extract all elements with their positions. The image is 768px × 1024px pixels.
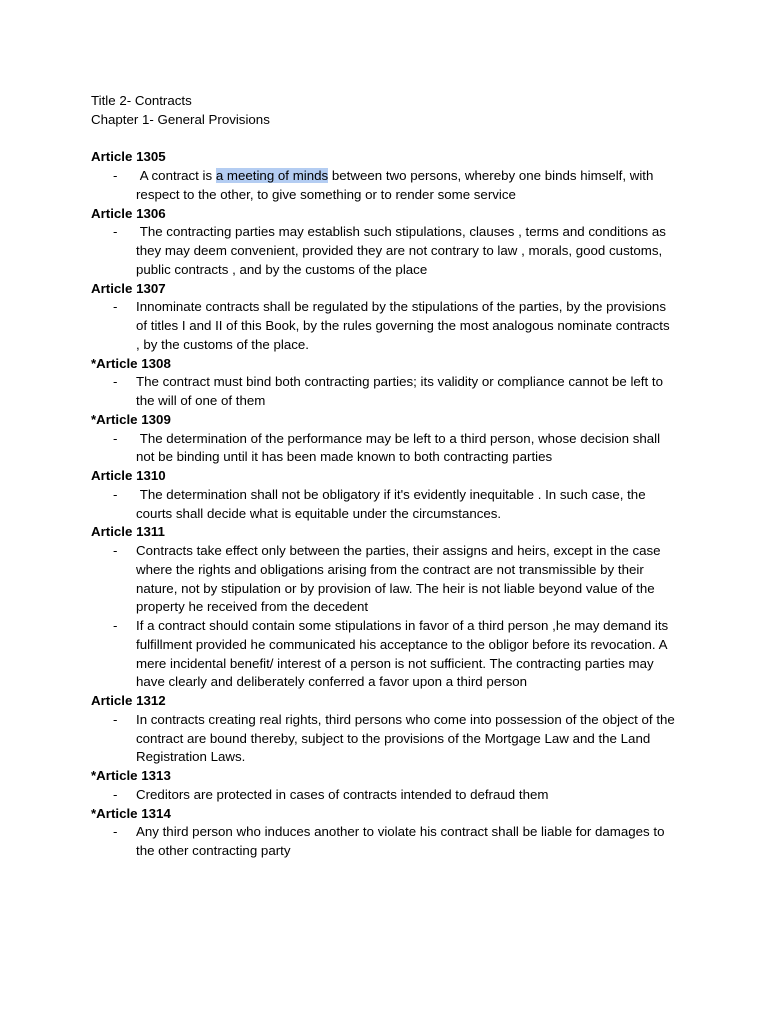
article-section [91,523,691,692]
article-section [91,805,691,861]
bullet-marker: - [113,786,118,802]
bullet-item [91,373,676,411]
bullet-text: between two persons, whereby one binds himself, with respect to the other, to give something or to render some service [136,168,654,202]
bullet-text: Creditors are protected in cases of contracts intended to defraud them [136,786,549,802]
article-title: Article 1307 [91,280,166,296]
bullet-marker: - [113,299,118,315]
bullet-text: The determination of the performance may be left to a third person, whose decision shall not be binding until it has been made known to both contracting parties [136,430,664,465]
bullet-marker: - [113,618,118,633]
bullet-marker: - [113,224,118,240]
article-section [91,411,691,467]
bullet-text: The contracting parties may establish such stipulations, clauses , terms and conditions as they may deem convenient, provided they are not contrary to law , morals, good customs, public contracts , and by the customs of the place [136,224,670,277]
bullet-text: The determination shall not be obligatory if it's evidently inequitable . In such case, the courts shall decide what is equitable under the circumstances. [136,486,650,521]
article-section [91,148,691,204]
blank-line [91,130,691,149]
bullet-text: A contract is [136,168,216,183]
bullet-marker: - [113,486,118,502]
bullet-text: Innominate contracts shall be regulated by the stipulations of the parties, by the provisions of titles I and II of this Book, by the rules governing the most analogous nominate contracts , by the customs of the place. [136,299,674,352]
article-section [91,767,691,805]
bullet-text: If a contract should contain some stipulations in favor of a third person ,he may demand its fulfillment provided he communicated his acceptance to the obligor before its revocation. A mere incidental benefit/ interest of a person is not sufficient. The contracting parties may have clearly and deliberately conferred a favor upon a third person [136,618,672,690]
article-section [91,467,691,523]
bullet-text: Any third person who induces another to violate his contract shall be liable for damages to the other contracting party [136,824,669,858]
bullet-item [91,711,679,767]
article-title: Article 1311 [91,524,165,540]
bullet-item [91,542,676,617]
document-page [91,92,691,861]
bullet-text: Contracts take effect only between the parties, their assigns and heirs, except in the case where the rights and obligations arising from the contract are not transmissible by their nature, not by stipulation or by provision of law. The heir is not liable beyond value of the property he received from the decedent [136,543,665,615]
bullet-item [91,617,676,692]
bullet-marker: - [113,374,118,390]
article-title: Article 1306 [91,205,166,221]
bullet-item [91,167,676,205]
bullet-item [91,223,676,279]
article-section [91,205,691,280]
article-title: Article 1312 [91,693,166,708]
bullet-item [91,298,676,354]
bullet-marker: - [113,711,118,727]
chapter-title: Chapter 1- General Provisions [91,111,270,127]
bullet-text: In contracts creating real rights, third persons who come into possession of the object of the contract are bound thereby, subject to the provisions of the Mortgage Law and the Land Registration Laws. [136,711,679,765]
article-section [91,692,691,767]
bullet-text: The contract must bind both contracting parties; its validity or compliance cannot be left to the will of one of them [136,374,667,408]
bullet-item [91,823,676,861]
article-title: *Article 1308 [91,355,171,371]
document-title: Title 2- Contracts [91,93,192,108]
articles-list [91,148,691,861]
article-title: Article 1305 [91,149,166,165]
article-section [91,355,691,411]
article-title: *Article 1313 [91,768,171,783]
bullet-marker: - [113,824,118,840]
bullet-marker: - [113,168,118,183]
highlighted-text[interactable]: a meeting of minds [215,168,329,183]
bullet-item [91,786,676,805]
bullet-marker: - [113,430,118,446]
article-section [91,280,691,355]
bullet-item [91,486,676,524]
article-title: Article 1310 [91,468,166,483]
article-title: *Article 1309 [91,411,171,427]
bullet-marker: - [113,543,118,558]
article-title: *Article 1314 [91,805,171,821]
bullet-item [91,430,676,468]
